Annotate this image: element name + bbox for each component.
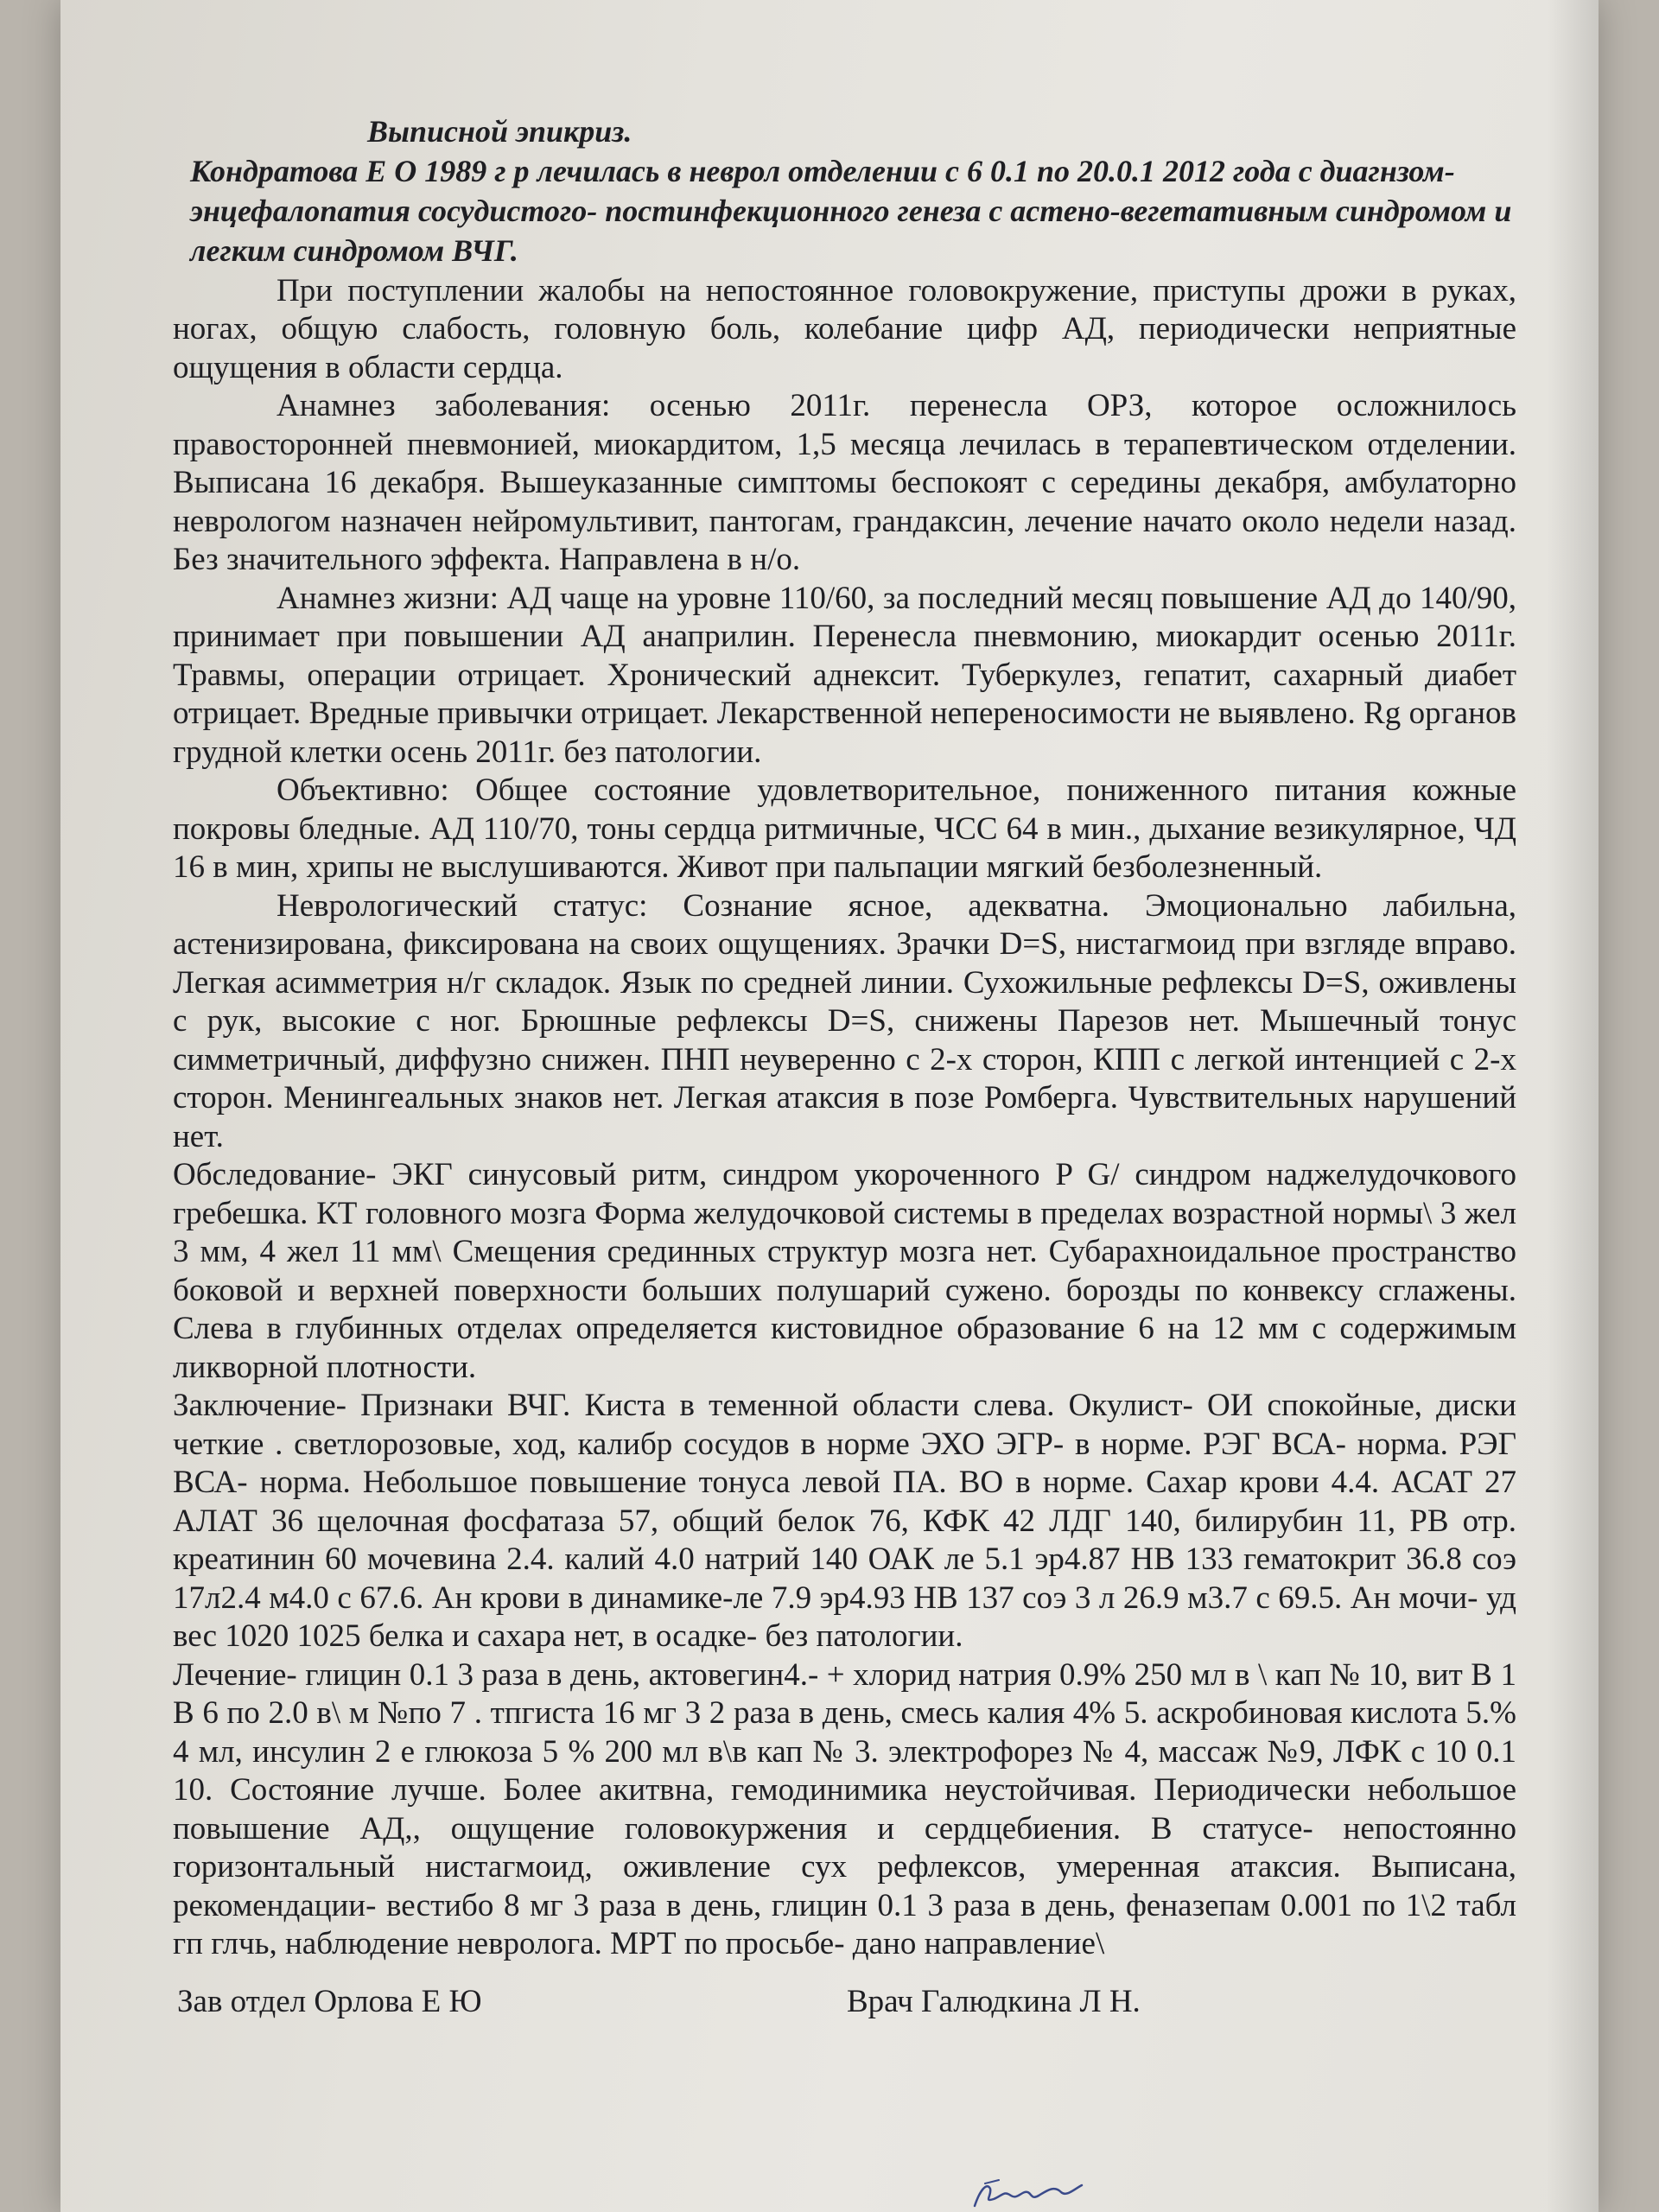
- disease-anamnesis-paragraph: Анамнез заболевания: осенью 2011г. перенесла ОРЗ, которое осложнилось правосторонней пневмонией, миокардитом, 1,5 месяца лечилась в терапевтическом отделении. Выписана 16 декабря. Вышеуказанные симптомы беспокоят с середины декабря, амбулаторно неврологом назначен нейромультивит, пантогам, грандаксин, лечение начато около недели назад. Без значительного эффекта. Направлена в н/о.: [173, 388, 1516, 577]
- document-title: Выписной эпикриз.: [367, 114, 632, 149]
- head-of-department: Зав отдел Орлова Е Ю: [177, 1983, 482, 2019]
- objective-paragraph: Объективно: Общее состояние удовлетворительное, пониженного питания кожные покровы бледные. АД 110/70, тоны сердца ритмичные, ЧСС 64 в мин., дыхание везикулярное, ЧД 16 в мин, хрипы не выслушиваются. Живот при пальпации мягкий безболезненный.: [173, 772, 1516, 885]
- attending-doctor: Врач Галюдкина Л Н.: [847, 1983, 1141, 2019]
- examination-paragraph: Обследование- ЭКГ синусовый ритм, синдром укороченного P G/ синдром наджелудочкового гребешка. КТ головного мозга Форма желудочковой системы в пределах возрастной нормы\ 3 жел 3 мм, 4 жел 11 мм\ Смещения срединных структур мозга нет. Субарахноидальное пространство боковой и верхней поверхности больших полушарий сужено. борозды по конвексу сглажены. Слева в глубинных отделах определяется кистовидное образование 6 на 12 мм с содержимым ликворной плотности.: [173, 1157, 1516, 1385]
- paper-sheet: [60, 0, 1599, 2212]
- diagnosis-header: Кондратова Е О 1989 г р лечилась в неврол отделении с 6 0.1 по 20.0.1 2012 года с диагнзом- энцефалопатия сосудистого- постинфекционного генеза с астено-вегетативным синдромом и легким синдромом ВЧГ.: [190, 153, 1512, 268]
- complaints-paragraph: При поступлении жалобы на непостоянное головокружение, приступы дрожи в руках, ногах, общую слабость, головную боль, колебание цифр АД, периодически неприятные ощущения в области сердца.: [173, 272, 1516, 385]
- handwritten-signature: [968, 2173, 1089, 2212]
- document-body: [173, 112, 1516, 2026]
- signature-row: [173, 1983, 1516, 2026]
- life-anamnesis-paragraph: Анамнез жизни: АД чаще на уровне 110/60, за последний месяц повышение АД до 140/90, принимает при повышении АД анаприлин. Перенесла пневмонию, миокардит осенью 2011г. Травмы, операции отрицает. Хронический аднексит. Туберкулез, гепатит, сахарный диабет отрицает. Вредные привычки отрицает. Лекарственной непереносимости не выявлено. Rg органов грудной клетки осень 2011г. без патологии.: [173, 580, 1516, 770]
- conclusion-paragraph: Заключение- Признаки ВЧГ. Киста в теменной области слева. Окулист- ОИ спокойные, диски четкие . светлорозовые, ход, калибр сосудов в норме ЭХО ЭГР- в норме. РЭГ ВСА- норма. РЭГ ВСА- норма. Небольшое повышение тонуса левой ПА. ВО в норме. Сахар крови 4.4. АСАТ 27 АЛАТ 36 щелочная фосфатаза 57, общий белок 76, КФК 42 ЛДГ 140, билирубин 11, РВ отр. креатинин 60 мочевина 2.4. калий 4.0 натрий 140 ОАК ле 5.1 эр4.87 НВ 133 гематокрит 36.8 соэ 17л2.4 м4.0 с 67.6. Ан крови в динамике-ле 7.9 эр4.93 НВ 137 соэ 3 л 26.9 м3.7 с 69.5. Ан мочи- уд вес 1020 1025 белка и сахара нет, в осадке- без патологии.: [173, 1388, 1516, 1654]
- treatment-paragraph: Лечение- глицин 0.1 3 раза в день, актовегин4.- + хлорид натрия 0.9% 250 мл в \ кап № 10, вит В 1 В 6 по 2.0 в\ м №по 7 . тпгиста 16 мг 3 2 раза в день, смесь калия 4% 5. аскробиновая кислота 5.% 4 мл, инсулин 2 е глюкоза 5 % 200 мл в\в кап № 3. электрофорез № 4, массаж №9, ЛФК с 10 0.1 10. Состояние лучше. Более акитвна, гемодинимика неустойчивая. Периодически небольшое повышение АД,, ощущение головокуржения и сердцебиения. В статусе- непостоянно горизонтальный нистагмоид, оживление сух рефлексов, умеренная атаксия. Выписана, рекомендации- вестибо 8 мг 3 раза в день, глицин 0.1 3 раза в день, феназепам 0.001 по 1\2 табл гп глчь, наблюдение невролога. МРТ по просьбе- дано направление\: [173, 1656, 1516, 1961]
- neuro-status-paragraph: Неврологический статус: Сознание ясное, адекватна. Эмоционально лабильна, астенизирована, фиксирована на своих ощущениях. Зрачки D=S, нистагмоид при взгляде вправо. Легкая асимметрия н/г складок. Язык по средней линии. Сухожильные рефлексы D=S, оживлены с рук, высокие с ног. Брюшные рефлексы D=S, снижены Парезов нет. Мышечный тонус симметричный, диффузно снижен. ПНП неуверенно с 2-х сторон, КПП с легкой интенцией с 2-х сторон. Менингеальных знаков нет. Легкая атаксия в позе Ромберга. Чувствительных нарушений нет.: [173, 887, 1516, 1154]
